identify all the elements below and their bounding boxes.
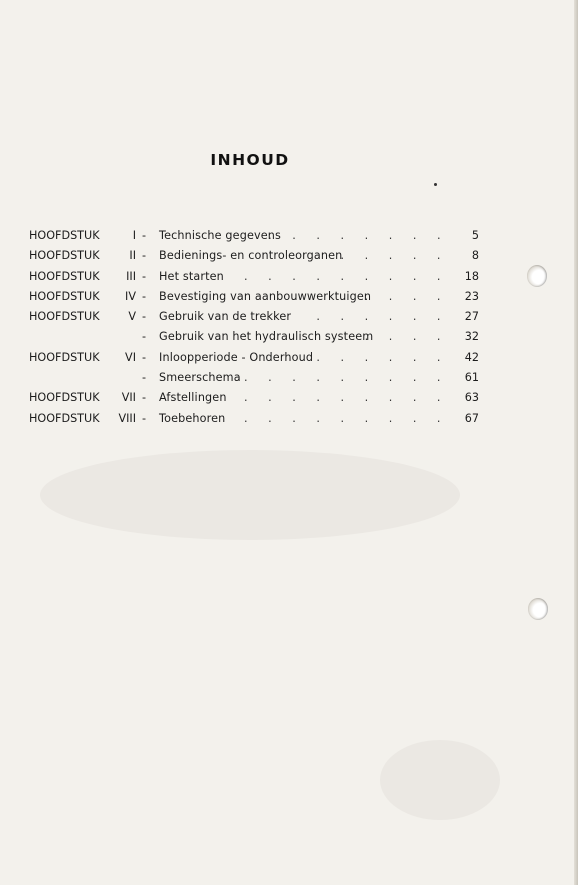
toc-entry: [29, 368, 479, 388]
toc-roman: I: [132, 229, 136, 242]
toc-entry: [29, 287, 479, 307]
toc-dash: -: [142, 391, 147, 405]
punch-hole-bottom: [528, 598, 548, 620]
toc-page: 42: [464, 350, 479, 364]
page-edge: [574, 0, 578, 885]
toc-entry: [29, 267, 479, 287]
toc-chapter: HOOFDSTUK: [29, 310, 100, 324]
toc-title: Afstellingen: [159, 391, 227, 405]
toc-dash: -: [142, 411, 147, 425]
toc-leader: . . . . . . . . .: [244, 411, 449, 425]
toc-title: Bedienings- en controleorganen: [159, 249, 343, 263]
toc-leader: . . . . .: [340, 249, 449, 263]
table-of-contents: [29, 226, 479, 429]
toc-roman: IV: [125, 289, 136, 303]
toc-title: Technische gegevens: [159, 229, 282, 242]
toc-leader: . . . . . . . .: [268, 229, 449, 242]
toc-page: 27: [464, 310, 479, 324]
toc-title: Inloopperiode - Onderhoud: [159, 350, 314, 364]
toc-chapter: HOOFDSTUK: [29, 249, 100, 263]
toc-dash: -: [142, 229, 147, 242]
toc-chapter: HOOFDSTUK: [29, 411, 100, 425]
toc-chapter: HOOFDSTUK: [29, 350, 100, 364]
toc-title: Gebruik van het hydraulisch systeem: [159, 330, 374, 344]
toc-entry: [29, 327, 479, 347]
toc-chapter: HOOFDSTUK: [29, 391, 100, 405]
toc-dash: -: [142, 289, 147, 303]
toc-title: Smeerschema: [159, 371, 241, 385]
toc-roman: II: [129, 249, 136, 263]
toc-roman: V: [128, 310, 136, 324]
toc-chapter: HOOFDSTUK: [29, 289, 100, 303]
toc-roman: VII: [121, 391, 136, 405]
toc-roman: III: [126, 269, 136, 283]
toc-leader: . . . . . . . . .: [244, 269, 449, 283]
toc-page: 61: [464, 371, 479, 385]
toc-roman: VIII: [118, 411, 136, 425]
toc-title: Het starten: [159, 269, 224, 283]
toc-leader: . . . . . .: [316, 310, 449, 324]
toc-title: Toebehoren: [159, 411, 226, 425]
toc-dash: -: [142, 249, 147, 263]
toc-entry: [29, 226, 479, 246]
paper-stain: [40, 450, 460, 540]
toc-entry: [29, 388, 479, 408]
toc-leader: . . . . . . . . .: [244, 391, 449, 405]
toc-entry: [29, 307, 479, 327]
toc-page: 8: [471, 249, 479, 263]
toc-leader: . . . . . .: [316, 350, 449, 364]
toc-title: Gebruik van de trekker: [159, 310, 292, 324]
toc-entry: [29, 246, 479, 266]
toc-page: 5: [471, 229, 479, 242]
page-title: INHOUD: [210, 151, 290, 169]
toc-title: Bevestiging van aanbouwwerktuigen: [159, 289, 372, 303]
paper-stain: [380, 740, 500, 820]
toc-entry: [29, 409, 479, 429]
toc-leader: . . . .: [364, 330, 449, 344]
toc-roman: VI: [125, 350, 136, 364]
toc-dash: -: [142, 330, 147, 344]
toc-page: 23: [464, 289, 479, 303]
toc-page: 63: [464, 391, 479, 405]
toc-page: 32: [464, 330, 479, 344]
toc-page: 18: [464, 269, 479, 283]
toc-page: 67: [464, 411, 479, 425]
toc-chapter: HOOFDSTUK: [29, 269, 100, 283]
toc-dash: -: [142, 269, 147, 283]
toc-dash: -: [142, 310, 147, 324]
toc-leader: . . . . . . . . .: [244, 371, 449, 385]
toc-dash: -: [142, 350, 147, 364]
toc-dash: -: [142, 371, 147, 385]
toc-entry: [29, 348, 479, 368]
punch-hole-top: [527, 265, 547, 287]
toc-leader: . . . .: [364, 289, 449, 303]
ink-dot: [434, 183, 437, 186]
toc-chapter: HOOFDSTUK: [29, 229, 100, 242]
